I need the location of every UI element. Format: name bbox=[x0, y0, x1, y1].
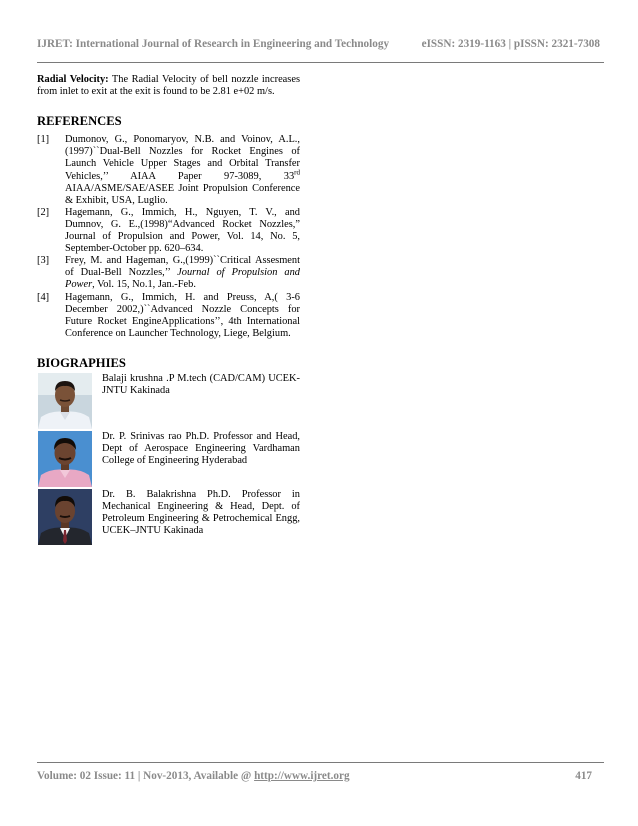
reference-text: Hagemann, G., Immich, H. and Preuss, A,( 3-6 December 2002,)``Advanced Nozzle Concepts for Future Rocket EngineApplications’’, 4th International Conference on Launcher Technology, Liege, Belgium. bbox=[65, 291, 300, 339]
footer-rule bbox=[37, 762, 604, 763]
reference-item bbox=[37, 134, 300, 207]
reference-item bbox=[37, 292, 300, 340]
reference-text-continued: , Vol. 15, No.1, Jan.-Feb. bbox=[92, 279, 196, 291]
radial-velocity-text: The Radial Velocity of bell nozzle increases from inlet to exit at the exit is found to be 2.81 e+02 m/s. bbox=[37, 74, 300, 98]
reference-list bbox=[37, 134, 300, 340]
biography-entry bbox=[37, 489, 300, 547]
reference-text: Frey, M. and Hageman, G.,(1999)``Critical Assesment of Dual-Bell Nozzles,’’ bbox=[65, 255, 300, 279]
reference-number: [1] bbox=[37, 134, 50, 146]
author-photo bbox=[38, 489, 92, 545]
ordinal-suffix: rd bbox=[294, 168, 300, 177]
author-photo bbox=[38, 431, 92, 487]
journal-name: Journal of Propulsion and Power bbox=[65, 267, 300, 291]
page-number: 417 bbox=[575, 770, 592, 782]
author-photo bbox=[38, 373, 92, 429]
biography-entry bbox=[37, 373, 300, 431]
reference-number: [3] bbox=[37, 255, 50, 267]
reference-number: [2] bbox=[37, 206, 50, 218]
reference-item bbox=[37, 255, 300, 291]
references-heading: REFERENCES bbox=[37, 114, 122, 129]
biography-text: Dr. B. Balakrishna Ph.D. Professor in Mechanical Engineering & Head, Dept. of Petroleum Engineering & Petrochemical Engg, UCEK–JNTU Kakinada bbox=[102, 488, 300, 537]
reference-item bbox=[37, 207, 300, 255]
biography-text: Balaji krushna .P M.tech (CAD/CAM) UCEK-JNTU Kakinada bbox=[102, 372, 300, 397]
journal-title: IJRET: International Journal of Research in Engineering and Technology bbox=[37, 38, 390, 50]
header-rule bbox=[37, 62, 604, 63]
biography-entry bbox=[37, 431, 300, 489]
biography-text: Dr. P. Srinivas rao Ph.D. Professor and Head, Dept of Aerospace Engineering Vardhaman College of Engineering Hyderabad bbox=[102, 430, 300, 467]
left-column bbox=[37, 74, 300, 547]
reference-text: Hagemann, G., Immich, H., Nguyen, T. V., and Dumnov, G. E.,(1998)“Advanced Rocket Nozzles,” Journal of Propulsion and Power, Vol. 14, No. 5, September-October pp. 620–634. bbox=[65, 206, 300, 255]
issn-text: eISSN: 2319-1163 | pISSN: 2321-7308 bbox=[421, 38, 600, 50]
biographies-heading: BIOGRAPHIES bbox=[37, 355, 126, 370]
reference-number: [4] bbox=[37, 291, 50, 303]
radial-velocity-paragraph bbox=[37, 74, 300, 98]
issue-info bbox=[37, 770, 350, 782]
reference-text-continued: AIAA/ASME/SAE/ASEE Joint Propulsion Conference & Exhibit, USA, Luglio. bbox=[65, 182, 300, 206]
reference-text: Dumonov, G., Ponomaryov, N.B. and Voinov, A.L.,(1997)``Dual-Bell Nozzles for Rocket Engines of Launch Vehicle Upper Stages and Orbital Transfer Vehicles,’’ AIAA Paper 97-3089, 33 bbox=[65, 134, 300, 182]
volume-text: Volume: 02 Issue: 11 | Nov-2013, Available @ bbox=[37, 770, 255, 782]
radial-velocity-label: Radial Velocity: bbox=[37, 74, 109, 85]
journal-link[interactable]: http://www.ijret.org bbox=[254, 770, 350, 782]
